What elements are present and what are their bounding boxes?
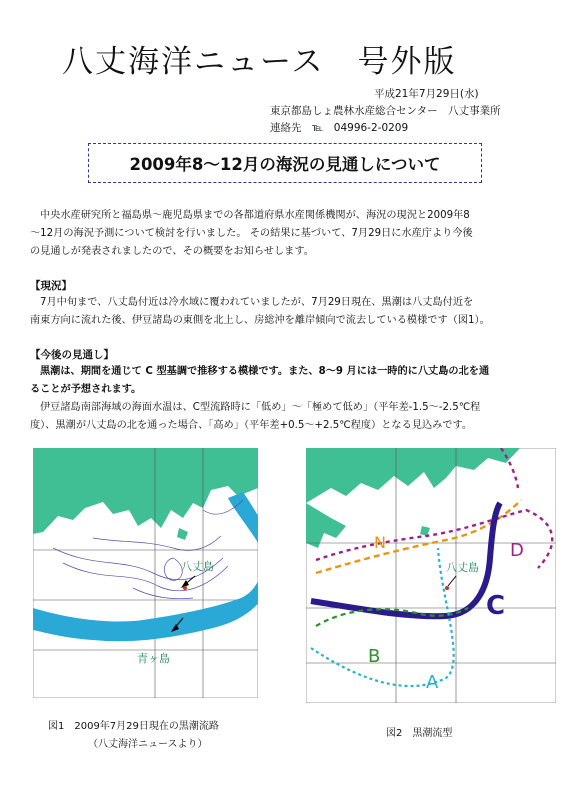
outlook-line: 伊豆諸島南部海域の海面水温は、C型流路時に「低め」～「極めて低め」（平年差-1.5～-2.5℃程 [40, 402, 481, 413]
contact-info: 連絡先 ℡ 04996-2-0209 [270, 122, 409, 134]
figure2-caption: 図2 黒潮流型 [386, 728, 453, 739]
headline-box [88, 143, 482, 183]
outlook-line: 度）、黒潮が八丈島の北を通った場合、「高め」（平年差+0.5～+2.5℃程度）となる見込みです。 [30, 420, 473, 431]
figure1-map [33, 448, 258, 698]
figure2-map [306, 448, 556, 703]
route-label-d: D [510, 540, 524, 561]
route-label-b: B [368, 646, 381, 667]
section-heading-current: 【現況】 [30, 280, 72, 292]
outlook-bold-line: ることが予想されます。 [30, 384, 142, 395]
route-label-c: C [486, 591, 506, 621]
current-line: 南東方向に流れた後、伊豆諸島の東側を北上し、房総沖を離岸傾向で流去している模様です（図1）。 [30, 315, 490, 326]
outlook-bold-line: 黒潮は、期間を通じて C 型基調で推移する模様です。また、8～9 月には一時的に八丈島の北を通 [40, 366, 490, 377]
page-title: 八丈海洋ニュース 号外版 [62, 44, 457, 80]
route-label-n: N [374, 533, 386, 552]
route-label-a: A [426, 672, 439, 693]
fig2-hachijo-label: 八丈島 [446, 561, 479, 574]
intro-line: の見通しが発表されましたので、その概要をお知らせします。 [30, 246, 314, 257]
figure1-caption-sub: （八丈海洋ニュースより） [88, 739, 208, 750]
organization: 東京都島しょ農林水産総合センター 八丈事業所 [270, 105, 501, 117]
figure1-caption: 図1 2009年7月29日現在の黒潮流路 [48, 721, 219, 732]
fig1-aogashima-label: 青ヶ島 [137, 652, 170, 665]
intro-line: ～12月の海況予測について検討を行いました。 その結果に基づいて、7月29日に水産庁より今後 [30, 228, 473, 239]
current-line: 7月中旬まで、八丈島付近は冷水域に覆われていましたが、7月29日現在、黒潮は八丈島付近を [40, 297, 474, 308]
current-paragraph [30, 294, 550, 330]
intro-paragraph [30, 207, 550, 261]
intro-line: 中央水産研究所と福島県～鹿児島県までの各都道府県水産関係機関が、海況の現況と2009年8 [40, 210, 470, 221]
issue-date: 平成21年7月29日(水) [374, 88, 479, 100]
fig1-hachijo-label: 八丈島 [181, 560, 214, 573]
headline: 2009年8～12月の海況の見通しについて [129, 155, 441, 174]
outlook-paragraph [30, 363, 550, 435]
section-heading-outlook: 【今後の見通し】 [30, 349, 114, 361]
